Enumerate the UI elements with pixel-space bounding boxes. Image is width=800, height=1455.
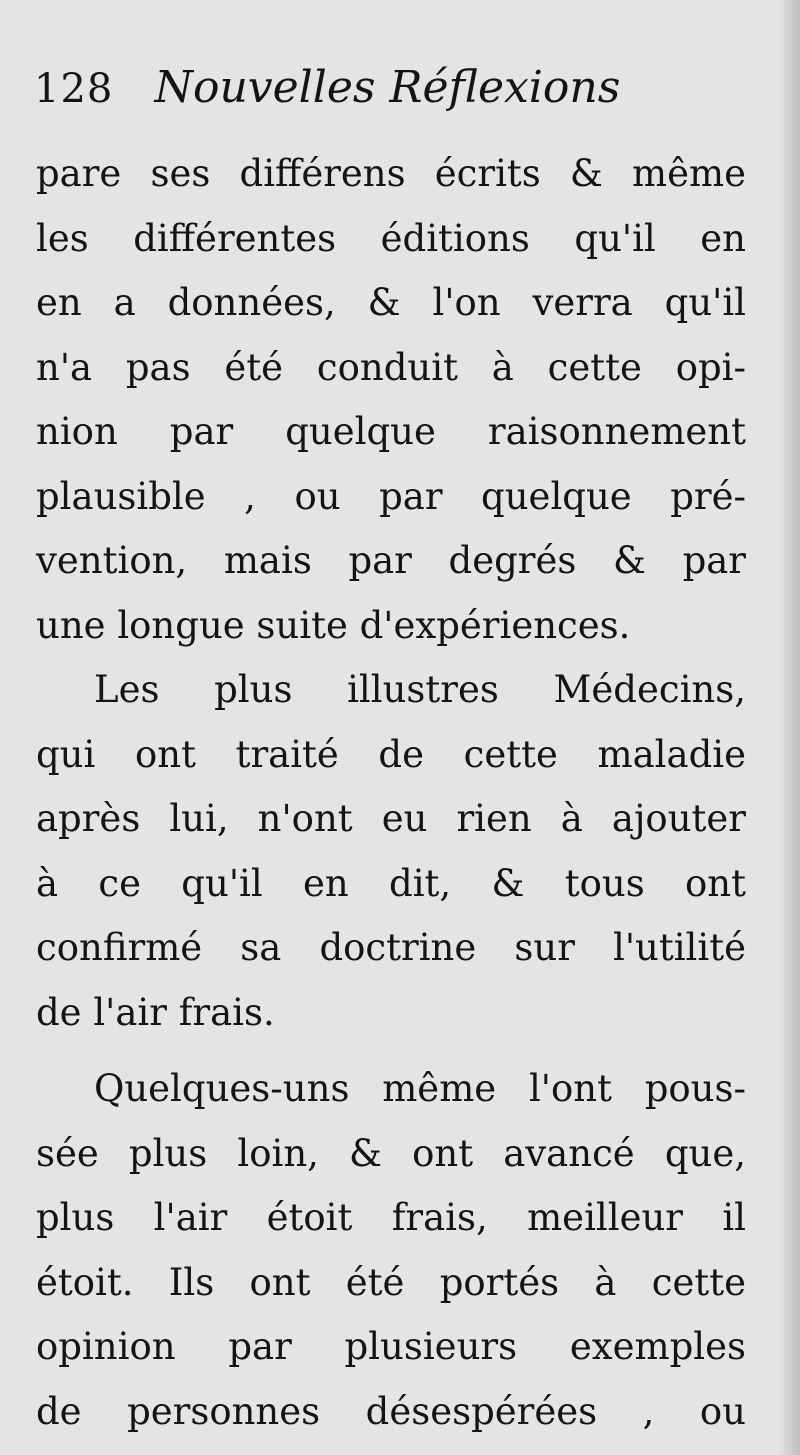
text-line: Quelques-uns même l'ont pous- [94,1067,746,1110]
paragraph-3 [36,1057,746,1444]
page-header [34,62,774,113]
text-line: de personnes désespérées , ou [36,1389,746,1433]
text-line: plus l'air étoit frais, meilleur il [36,1196,746,1239]
text-line: de l'air frais. [36,990,275,1034]
text-line: en a données, & l'on verra qu'il [36,281,746,324]
text-line: une longue suite d'expériences. [36,603,631,647]
page-number: 128 [34,66,114,112]
body-text [36,142,746,1444]
text-line: plausible , ou par quelque pré- [36,474,746,518]
text-line: n'a pas été conduit à cette opi- [36,345,746,389]
text-line: vention, mais par degrés & par [36,539,746,582]
text-line: confirmé sa doctrine sur l'utilité [36,926,746,969]
text-line: après lui, n'ont eu rien à ajouter [36,797,746,840]
text-line: sée plus loin, & ont avancé que, [36,1131,746,1175]
paragraph-1 [36,142,746,658]
page-edge-shadow [778,0,800,1455]
running-title: Nouvelles Réflexions [154,62,621,113]
text-line: pare ses différens écrits & même [36,152,746,195]
text-line: qui ont traité de cette maladie [36,732,746,776]
text-line: à ce qu'il en dit, & tous ont [36,861,746,905]
paragraph-2 [36,658,746,1045]
text-line: étoit. Ils ont été portés à cette [36,1260,746,1304]
text-line: les différentes éditions qu'il en [36,216,746,260]
paragraph-spacer [36,1045,746,1057]
text-line: opinion par plusieurs exemples [36,1325,746,1368]
text-line: Les plus illustres Médecins, [94,668,746,711]
text-line: nion par quelque raisonnement [36,410,746,453]
